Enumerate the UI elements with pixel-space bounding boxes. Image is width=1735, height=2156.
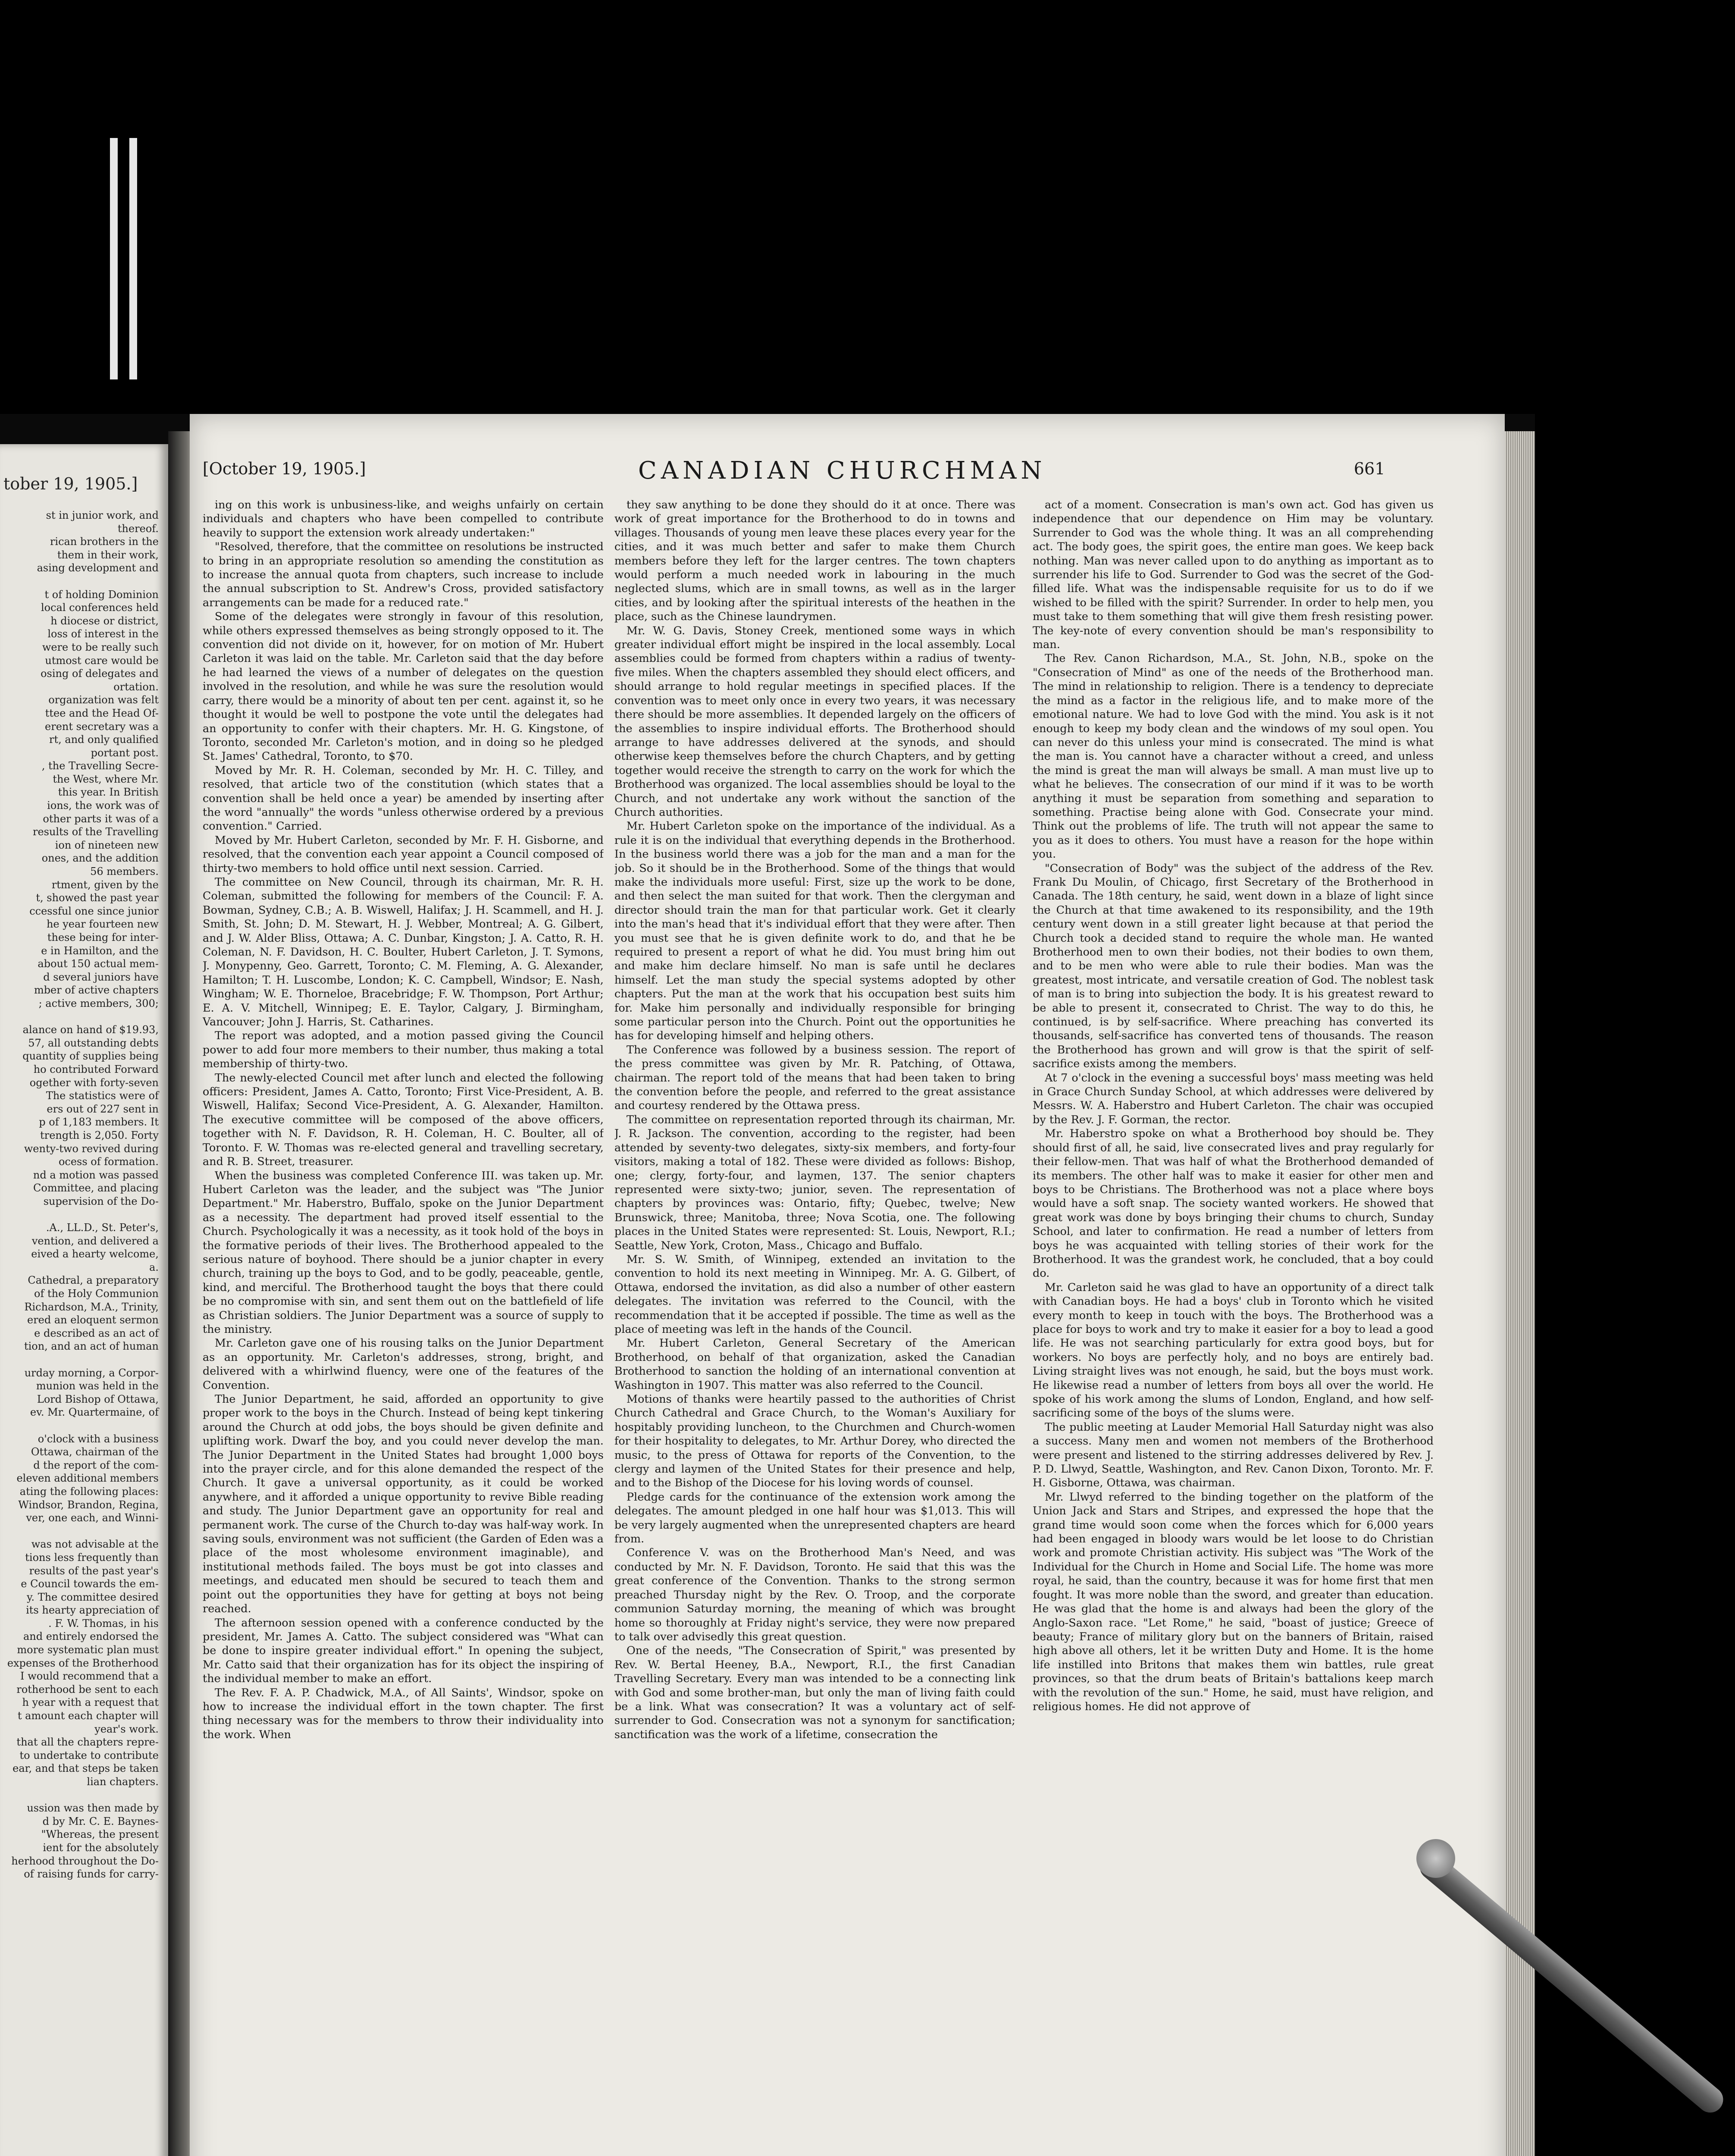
paragraph: The newly-elected Council met after lunch and elected the following officers: President, James A. Catto, Toronto; First Vice-President, A. B. Wiswell, Halifax; Second Vice-President, A. G. Alexander, Hamilton. The executive committee will be composed of the above officers, together with N. F. Davidson, R. H. Coleman, H. C. Boulter, all of Toronto. F. W. Thomas was re-elected general and travelling secretary, and R. B. Street, treasurer. — [203, 1071, 604, 1169]
article-column-3 — [1033, 498, 1434, 2156]
paragraph: Mr. Hubert Carleton spoke on the importance of the individual. As a rule it is on the individual that everything depends in the Brotherhood. In the business world there was a job for the man and a man for the job. So it should be in the Brotherhood. Some of the things that would make the individuals more useful: First, size up the work to be done, and then select the man suited for that work. Then the clergyman and director should train the man for that particular work. Get it clearly into the man's head that it's individual effort that they were after. Then you must see that he is given definite work to do, and that he be required to present a report of what he did. You must bring him out and make him declare himself. No man is safe until he declares himself. Let the man study the special systems adopted by other chapters. Put the man at the work that his occupation best suits him for. Make him personally and individually responsible for bringing some particular person into the Church. Point out the opportunities he has for developing himself and helping others. — [614, 820, 1015, 1043]
newspaper-page — [190, 414, 1505, 2156]
paragraph: Some of the delegates were strongly in favour of this resolution, while others expressed themselves as being strongly opposed to it. The convention did not divide on it, however, for on motion of Mr. Hubert Carleton it was laid on the table. Mr. Carleton said that the day before he had learned the views of a number of delegates on the question involved in the resolution, and while he was sure the resolution would carry, there would be a minority of about ten per cent. against it, so he thought it would be well to postpone the vote until the delegates had an opportunity to confer with their chapters. Mr. H. G. Kingstone, of Toronto, seconded Mr. Carleton's motion, and in doing so he pledged St. James' Cathedral, Toronto, to $70. — [203, 610, 604, 763]
issue-date: [October 19, 1905.] — [203, 459, 366, 478]
page-holder-tip — [1416, 1839, 1455, 1878]
paragraph: Mr. Haberstro spoke on what a Brotherhood boy should be. They should first of all, he said, live consecrated lives and pray regularly for their fellow-men. That was half of what the Brotherhood demanded of its members. The other half was to make it easier for other men and boys to be Christians. The Brotherhood was not a place where boys would have a soft snap. The society wanted workers. He showed that great work was done by boys bringing their chums to church, Sunday School, and later to confirmation. He read a number of letters from boys he was acquainted with telling stories of their work for the Brotherhood. It was the grandest work, he concluded, that a boy could do. — [1033, 1127, 1434, 1280]
paragraph: One of the needs, "The Consecration of Spirit," was presented by Rev. W. Bertal Heeney, B.A., Newport, R.I., the first Canadian Travelling Secretary. Every man was intended to be a connecting link with God and some brother-man, but only the man of living faith could be a link. What was consecration? It was a voluntary act of self-surrender to God. Consecration was not a synonym for sanctification; sanctification was the work of a lifetime, consecration the — [614, 1644, 1015, 1741]
page-header — [190, 459, 1505, 485]
publication-title: CANADIAN CHURCHMAN — [638, 457, 1046, 485]
paragraph: Moved by Mr. Hubert Carleton, seconded by Mr. F. H. Gisborne, and resolved, that the convention each year appoint a Council composed of thirty-two members to hold office until next session. Carried. — [203, 834, 604, 875]
paragraph: "Consecration of Body" was the subject of the address of the Rev. Frank Du Moulin, of Chicago, first Secretary of the Brotherhood in Canada. The 18th century, he said, went down in a blaze of light since the Church at that time awakened to its responsibility, and the 19th century went down in a still greater light because at that period the Church took a decided stand to require the whole man. He wanted Brotherhood men to own their bodies, not their bodies to own them, and to be men who were able to rule their bodies. Man was the greatest, most intricate, and versatile creation of God. The noblest task of man is to bring into subjection the body. It is his greatest reward to be able to present it, consecrated to Christ. The way to do this, he continued, is by self-sacrifice. Where preaching has converted its thousands, self-sacrifice has converted tens of thousands. The reason the Brotherhood has grown and will grow is that the spirit of self-sacrifice exists among the members. — [1033, 862, 1434, 1071]
paragraph: ing on this work is unbusiness-like, and weighs unfairly on certain individuals and chapters who have been compelled to contribute heavily to support the extension work already undertaken:" — [203, 498, 604, 539]
paragraph: The report was adopted, and a motion passed giving the Council power to add four more members to their number, thus making a total membership of thirty-two. — [203, 1029, 604, 1071]
paragraph: act of a moment. Consecration is man's own act. God has given us independence that our dependence on Him may be voluntary. Surrender to God was the whole thing. It was an all comprehending act. The body goes, the spirit goes, the entire man goes. We keep back nothing. Man was never called upon to do anything as important as to surrender his life to God. Surrender to God was the secret of the God-filled life. What was the indispensable requisite for us to do if we wished to be filled with the spirit? Surrender. In order to help men, you must take to them something that will give them fresh resisting power. The key-note of every convention should be man's responsibility to man. — [1033, 498, 1434, 652]
article-column-2 — [614, 498, 1015, 2156]
paragraph: Mr. Carleton gave one of his rousing talks on the Junior Department as an opportunity. Mr. Carleton's addresses, strong, bright, and delivered with a whirlwind fluency, were one of the features of the Convention. — [203, 1337, 604, 1392]
paragraph: Moved by Mr. R. H. Coleman, seconded by Mr. H. C. Tilley, and resolved, that article two of the constitution (which states that a convention shall be held once a year) be amended by inserting after the word "annually" the words "unless otherwise ordered by a previous convention." Carried. — [203, 764, 604, 833]
paragraph: "Resolved, therefore, that the committee on resolutions be instructed to bring in an appropriate resolution so amending the constitution as to increase the annual quota from chapters, such increase to include the annual subscription to St. Andrew's Cross, provided satisfactory arrangements can be made for a reduced rate." — [203, 540, 604, 609]
paragraph: Conference V. was on the Brotherhood Man's Need, and was conducted by Mr. N. F. Davidson, Toronto. He said that this was the great conference of the Convention. Thanks to the strong sermon preached Thursday night by the Rev. O. Troop, and the corporate communion Saturday morning, the meaning of which was brought home so thoroughly at Friday night's service, they were now prepared to talk over advisedly this great question. — [614, 1546, 1015, 1643]
paragraph: When the business was completed Conference III. was taken up. Mr. Hubert Carleton was the leader, and the subject was "The Junior Department." Mr. Haberstro, Buffalo, spoke on the Junior Department as a necessity. The department had proved itself essential to the Church. Psychologically it was a necessity, as it took hold of the boys in the formative periods of their lives. The Brotherhood appealed to the serious nature of boyhood. There should be a junior chapter in every church, training up the boys to God, and to be godly, peaceable, gentle, kind, and merciful. The Brotherhood taught the boys that there could be no compromise with sin, and sent them out on the battlefield of life as Christian soldiers. The Junior Department was a source of supply to the ministry. — [203, 1169, 604, 1336]
paragraph: The committee on representation reported through its chairman, Mr. J. R. Jackson. The convention, according to the register, had been attended by seventy-two delegates, sixty-six members, and forty-four visitors, making a total of 182. These were divided as follows: Bishop, one; clergy, forty-four, and laymen, 137. The senior chapters represented were sixty-two; junior, seven. The representation of chapters by provinces was: Ontario, fifty; Quebec, twelve; New Brunswick, three; Manitoba, three; Nova Scotia, one. The following places in the United States were represented: St. Louis, Newport, R.I.; Seattle, New York, Croton, Mass., Chicago and Buffalo. — [614, 1113, 1015, 1252]
facing-page-fragment — [0, 444, 168, 2156]
paragraph: Mr. Llwyd referred to the binding together on the platform of the Union Jack and Stars and Stripes, and expressed the hope that the grand time would soon come when the forces which for 6,000 years had been engaged in bloody wars would be let loose to do Christian work and promote Christian activity. His subject was "The Work of the Individual for the Church in Home and Social Life. The home was more royal, he said, than the country, because it was for home first that men fought. It was more noble than the sword, and greater than education. He was glad that the home is and always had been the glory of the Anglo-Saxon race. "Let Rome," he said, "boast of justice; Greece of beauty; France of military glory but on the banners of Britain, raised high above all others, let it be written Duty and Home. It is the home life instilled into Britons that makes them win battles, rule great provinces, so that the drum beats of Britain's battalions keep march with the revolution of the sun." Home, he said, must have religion, and religious homes. He did not approve of — [1033, 1490, 1434, 1713]
facing-page-text: st in junior work, and thereof. rican brothers in the them in their work, asing development and t of holding Dominion local conferences held h diocese or district, loss of interest in the were to be really such utmost care would be osing of delegates and ortation. organization was felt ttee and the Head Of- erent secretary was a rt, and only qualified portant post. , the Travelling Secre- the West, where Mr. this year. In British ions, the work was of other parts it was of a results of the Travelling ion of nineteen new ones, and the addition 56 members. rtment, given by the t, showed the past year ccessful one since junior he year fourteen new these being for inter- e in Hamilton, and the about 150 actual mem- d several juniors have mber of active chapters ; active members, 300; alance on hand of $19.93, 57, all outstanding debts quantity of supplies being ho contributed Forward ogether with forty-seven The statistics were of ers out of 227 sent in p of 1,183 members. It trength is 2,050. Forty wenty-two revived during ocess of formation. nd a motion was passed Committee, and placing supervision of the Do- .A., LL.D., St. Peter's, vention, and delivered a eived a hearty welcome, a. Cathedral, a preparatory of the Holy Communion Richardson, M.A., Trinity, ered an eloquent sermon e described as an act of tion, and an act of human urday morning, a Corpor- munion was held in the Lord Bishop of Ottawa, ev. Mr. Quartermaine, of o'clock with a business Ottawa, chairman of the d the report of the com- eleven additional members ating the following places: Windsor, Brandon, Regina, ver, one each, and Winni- was not advisable at the tions less frequently than results of the past year's e Council towards the em- y. The committee desired its hearty appreciation of . F. W. Thomas, in his and entirely endorsed the more systematic plan must expenses of the Brotherhood I would recommend that a rotherhood be sent to each h year with a request that t amount each chapter will year's work. that all the chapters repre- to undertake to contribute ear, and that steps be taken lian chapters. ussion was then made by d by Mr. C. E. Baynes- "Whereas, the present ient for the absolutely herhood throughout the Do- of raising funds for carry- — [7, 509, 159, 1880]
paragraph: The afternoon session opened with a conference conducted by the president, Mr. James A. Catto. The subject considered was "What can be done to inspire greater individual effort." In opening the subject, Mr. Catto said that their organization has for its object the inspiring of the individual member to make an effort. — [203, 1616, 604, 1686]
paragraph: Mr. W. G. Davis, Stoney Creek, mentioned some ways in which greater individual effort might be inspired in the local assembly. Local assemblies could be formed from chapters within a radius of twenty-five miles. When the chapters assembled they should elect officers, and should arrange to hold regular meetings in specified places. If the convention was to meet only once in every two years, it was necessary there should be more assemblies. It depended largely on the officers of the assemblies to inspire individual efforts. The Brotherhood should arrange to have addresses delivered at the synods, and should otherwise keep themselves before the church Chapters, and by getting together would receive the strength to carry on the work for which the Brotherhood was organized. The local assemblies should be loyal to the Church, and not undertake any work without the sanction of the Church authorities. — [614, 624, 1015, 819]
paragraph: The Junior Department, he said, afforded an opportunity to give proper work to the boys in the Church. Instead of being kept tinkering around the Church at odd jobs, the boys should be given definite and uplifting work. Dwarf the boy, and you could never develop the man. The Junior Department in the United States had brought 1,000 boys into the prayer circle, and for this alone demanded the respect of the Church. It gave a universal opportunity, as it could be worked anywhere, and it afforded a unique opportunity to revive Bible reading and study. The Junior Department gave an opportunity for real and permanent work. The curse of the Church to-day was half-way work. In saving souls, environment was not sufficient (the Garden of Eden was a place of the most wholesome environment imaginable), and institutional methods failed. The boys must be got into classes and meetings, and educated men should be secured to teach them and point out the opportunities they have for getting at boys not being reached. — [203, 1393, 604, 1616]
paragraph: they saw anything to be done they should do it at once. There was work of great importance for the Brotherhood to do in towns and villages. Thousands of young men leave these places every year for the cities, and it was much better and safer to make them Church members before they left for the larger centres. The town chapters would perform a much needed work in labouring in the much neglected slums, which are in small towns, as well as in the larger cities, and by looking after the spiritual interests of the heathen in the place, such as the Chinese laundrymen. — [614, 498, 1015, 624]
paragraph: Mr. Carleton said he was glad to have an opportunity of a direct talk with Canadian boys. He had a boys' club in Toronto which he visited every month to keep in touch with the boys. The Brotherhood was a place for boys to work and try to make it easier for a boy to lead a good life. He was not searching particularly for extra good boys, but for workers. No boys are perfectly holy, and no boys are entirely bad. Living straight lives was not enough, he said, but the boys must work. He likewise read a number of letters from boys all over the world. He spoke of his work among the slums of London, England, and how self-sacrificing some of the boys of the slums were. — [1033, 1281, 1434, 1420]
page-number: 661 — [1354, 459, 1385, 478]
paragraph: Pledge cards for the continuance of the extension work among the delegates. The amount pledged in one half hour was $1,013. This will be very largely augmented when the unrepresented chapters are heard from. — [614, 1490, 1015, 1546]
stacked-page-edges — [1505, 431, 1535, 2156]
paragraph: The Conference was followed by a business session. The report of the press committee was given by Mr. R. Patching, of Ottawa, chairman. The report told of the means that had been taken to bring the convention before the people, and referred to the great assistance and courtesy rendered by the Ottawa press. — [614, 1043, 1015, 1112]
paragraph: At 7 o'clock in the evening a successful boys' mass meeting was held in Grace Church Sunday School, at which addresses were delivered by Messrs. W. A. Haberstro and Hubert Carleton. The chair was occupied by the Rev. J. F. Gorman, the rector. — [1033, 1071, 1434, 1126]
article-column-1 — [203, 498, 604, 2156]
paragraph: Mr. S. W. Smith, of Winnipeg, extended an invitation to the convention to hold its next meeting in Winnipeg. Mr. A. G. Gilbert, of Ottawa, endorsed the invitation, as did also a number of other eastern delegates. The invitation was referred to the Council, with the recommendation that it be accepted if possible. The time as well as the place of meeting was left in the hands of the Council. — [614, 1253, 1015, 1336]
paragraph: The Rev. Canon Richardson, M.A., St. John, N.B., spoke on the "Consecration of Mind" as one of the needs of the Brotherhood man. The mind in relationship to religion. There is a tendency to depreciate the mind as a factor in the religious life, and to make more of the emotional nature. We had to love God with the mind. You ask is it not enough to keep my body clean and the windows of my soul open. You can never do this unless your mind is consecrated. The mind is what the man is. You cannot have a character without a creed, and unless the mind is great the man will always be small. A man must live up to what he believes. The consecration of our mind if it was to be worth anything it must be separation from something and separation to something. Practise being alone with God. Consecrate your mind. Think out the problems of life. The truth will not appear the same to you as it does to others. You must have a reason for the hope within you. — [1033, 652, 1434, 861]
paragraph: The committee on New Council, through its chairman, Mr. R. H. Coleman, submitted the following for members of the Council: F. A. Bowman, Sydney, C.B.; A. B. Wiswell, Halifax; J. H. Scammell, and H. J. Smith, St. John; D. M. Stewart, H. J. Webber, Montreal; A. G. Gilbert, and J. W. Alder Bliss, Ottawa; A. C. Dunbar, Kingston; J. A. Catto, R. H. Coleman, N. F. Davidson, H. C. Boulter, Hubert Carleton, J. T. Symons, J. Monypenny, Geo. Garrett, Toronto; C. M. Fleming, A. G. Alexander, Hamilton; T. H. Luscombe, London; K. C. Campbell, Windsor; E. Nash, Wingham; W. E. Thorneloe, Bracebridge; F. W. Thompson, Port Arthur; E. A. V. Mitchell, Winnipeg; E. E. Taylor, Calgary, J. Birmingham, Vancouver; John J. Harris, St. Catharines. — [203, 875, 604, 1029]
paragraph: Mr. Hubert Carleton, General Secretary of the American Brotherhood, on behalf of that organization, asked the Canadian Brotherhood to sanction the holding of an international convention at Washington in 1907. This matter was also referred to the Council. — [614, 1337, 1015, 1392]
paragraph: The Rev. F. A. P. Chadwick, M.A., of All Saints', Windsor, spoke on how to increase the individual effort in the town chapter. The first thing necessary was for the members to throw their individuality into the work. When — [203, 1686, 604, 1741]
film-sprocket-bar — [110, 138, 118, 379]
paragraph: The public meeting at Lauder Memorial Hall Saturday night was also a success. Many men and women not members of the Brotherhood were present and listened to the stirring addresses delivered by Rev. J. P. D. Llwyd, Seattle, Washington, and Rev. Canon Dixon, Toronto. Mr. F. H. Gisborne, Ottawa, was chairman. — [1033, 1420, 1434, 1490]
film-sprocket-bar — [129, 138, 137, 379]
facing-page-header: tober 19, 1905.] — [3, 474, 138, 493]
paragraph: Motions of thanks were heartily passed to the authorities of Christ Church Cathedral and Grace Church, to the Woman's Auxiliary for hospitably providing luncheon, to the Churchmen and Church-women for their hospitality to delegates, to Mr. Arthur Dorey, who directed the music, to the press of Ottawa for reports of the Convention, to the clergy and laymen of the United States for their presence and help, and to the Bishop of the Diocese for his loving words of counsel. — [614, 1393, 1015, 1490]
